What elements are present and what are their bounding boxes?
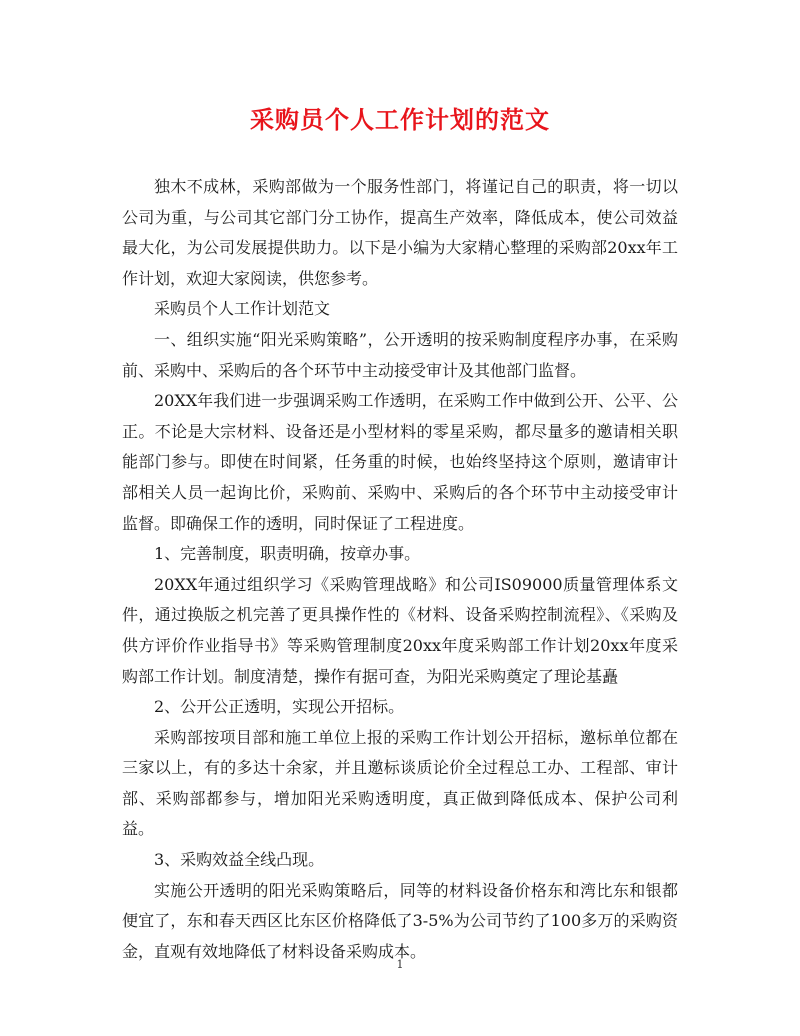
paragraph-item-1-detail: 20XX年通过组织学习《采购管理战略》和公司IS09000质量管理体系文件，通过换版之机完善了更具操作性的《材料、设备采购控制流程》、《采购及供方评价作业指导书》等采购管理制度20xx年度采购部工作计划20xx年度采购部工作计划。制度清楚，操作有据可查，为阳光采购奠定了理论基矗 <box>122 574 678 686</box>
paragraph-item-1: 1、完善制度，职责明确，按章办事。 <box>154 544 421 564</box>
paragraph-intro: 独木不成林，采购部做为一个服务性部门，将谨记自己的职责，将一切以公司为重，与公司其它部门分工协作，提高生产效率，降低成本，使公司效益最大化，为公司发展提供助力。以下是小编为大家精心整理的采购部20xx年工作计划，欢迎大家阅读，供您参考。 <box>122 177 678 288</box>
paragraph-item-2-detail: 采购部按项目部和施工单位上报的采购工作计划公开招标，邀标单位都在三家以上，有的多达十余家，并且邀标谈质论价全过程总工办、工程部、审计部、采购部都参与，增加阳光采购透明度，真正做到降低成本、保护公司利益。 <box>122 727 678 839</box>
page-number: 1 <box>396 958 404 971</box>
paragraph-section-1: 一、组织实施“阳光采购策略”，公开透明的按采购制度程序办事，在采购前、采购中、采购后的各个环节中主动接受审计及其他部门监督。 <box>122 329 678 380</box>
paragraph-item-2: 2、公开公正透明，实现公开招标。 <box>154 697 405 717</box>
paragraph-item-3-detail: 实施公开透明的阳光采购策略后，同等的材料设备价格东和湾比东和银都便宜了，东和春天西区比东区价格降低了3-5%为公司节约了100多万的采购资金，直观有效地降低了材料设备采购成本。 <box>122 880 678 961</box>
paragraph-transparency: 20XX年我们进一步强调采购工作透明，在采购工作中做到公开、公平、公正。不论是大宗材料、设备还是小型材料的零星采购，都尽量多的邀请相关职能部门参与。即使在时间紧，任务重的时候，也始终坚持这个原则，邀请审计部相关人员一起询比价，采购前、采购中、采购后的各个环节中主动接受审计监督。即确保工作的透明，同时保证了工程进度。 <box>122 391 678 533</box>
paragraph-item-3: 3、采购效益全线凸现。 <box>154 850 325 870</box>
document-title: 采购员个人工作计划的范文 <box>250 105 550 134</box>
paragraph-subheading: 采购员个人工作计划范文 <box>154 299 331 319</box>
document-body <box>122 172 678 967</box>
